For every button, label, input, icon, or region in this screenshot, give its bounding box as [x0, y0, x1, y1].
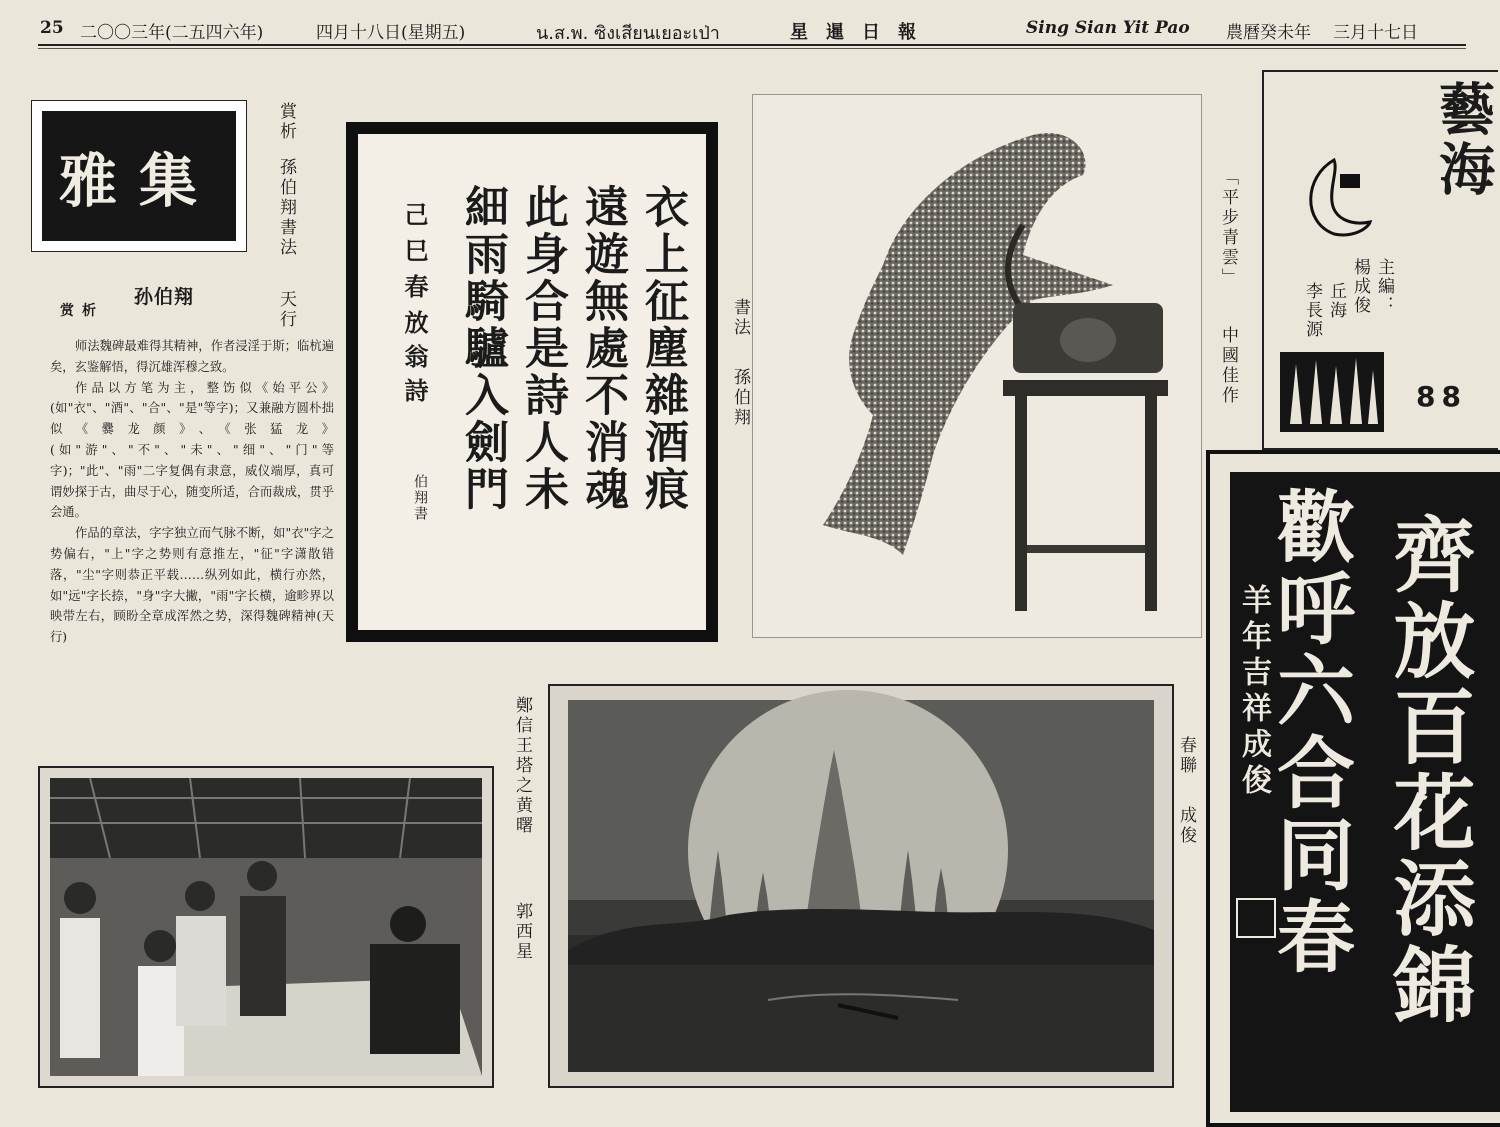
calligraphy-poem-line: 遠遊無處不消魂: [577, 184, 628, 513]
couplet-line-one: 齊放百花添錦: [1380, 512, 1476, 1028]
bonsai-illustration: [753, 95, 1201, 637]
couplet-caption-artist: 成俊: [1176, 806, 1196, 846]
article-paragraph: 作品以方笔为主，整饬似《始平公》(如"衣"、"酒"、"合"、"是"等字)；又兼融方圆朴拙似《爨龙颜》、《张猛龙》(如"游"、"不"、"未"、"细"、"门"等字)；"此"、"雨"二字复偶有隶意，威仪端厚，真可谓妙探于古，曲尽于心，随变所适，合而裁成，贯乎会通。: [50, 380, 334, 520]
bonsai-caption-source: 中國佳作: [1218, 326, 1238, 406]
page-number: 25: [40, 18, 64, 38]
calligraphy-sheet: [358, 134, 706, 630]
thai-title: น.ส.พ. ซิงเสียนเยอะเป่า: [536, 23, 720, 44]
bonsai-caption-title: 「平步青雲」: [1218, 168, 1238, 288]
calligraphy-poem-line: 細雨騎驢入劍門: [457, 184, 508, 513]
calligraphy-inscription-date: 己巳春: [400, 202, 429, 310]
couplet-inscription: 羊年吉祥成俊: [1236, 584, 1271, 800]
gregorian-date: 二〇〇三年(二五四六年): [80, 23, 264, 43]
calligraphy-signature: 伯翔書: [412, 474, 428, 522]
column-header-title: 集雅: [58, 147, 219, 215]
column-logo-title: 藝海: [1430, 80, 1496, 200]
article-paragraph: 师法魏碑最难得其精神，作者浸淫于斯；临杭遍矣，玄鉴解悟，得沉雄浑穆之致。: [50, 339, 334, 374]
calligraphy-poem-line: 衣上征塵雜酒痕: [637, 184, 688, 513]
couplet-frame: [1206, 450, 1500, 1127]
couplet-line-two: 歡呼六合同春: [1264, 486, 1355, 978]
weekday: 四月十八日(星期五): [316, 23, 466, 43]
calligraphy-poem-line: 此身合是詩人未: [517, 184, 568, 513]
calligraphy-caption-genre: 書法: [730, 298, 750, 338]
calligraphy-caption-artist: 孫伯翔: [730, 368, 750, 428]
masthead-rule-thin: [38, 48, 1466, 49]
article-label-subject: 孫伯翔書法: [276, 158, 296, 258]
calligraphy-frame: [346, 122, 718, 642]
chinese-title: 星 暹 日 報: [790, 22, 916, 43]
masthead: [0, 14, 1500, 46]
column-logo-emblem-icon: [1294, 152, 1374, 242]
calligraphy-inscription-source: 放翁詩: [400, 310, 429, 412]
painting-frame: [548, 684, 1174, 1088]
couplet-block: [1230, 472, 1500, 1112]
roman-title: Sing Sian Yit Pao: [1026, 18, 1190, 38]
article-paragraph: 作品的章法，字字独立而气脉不断，如"衣"字之势偏右，"上"字之势则有意推左，"征"字潇散错落，"尘"字则恭正平载……纵列如此，横行亦然，如"远"字长捺，"身"字大撇，"雨"字长横，逾畛界以映带左右，顾盼全章成浑然之势，深得魏碑精神(天 行): [50, 526, 334, 645]
couplet-caption-label: 春聯: [1176, 736, 1196, 776]
lunar-date: 三月十七日: [1333, 23, 1418, 43]
column-logo-brushes-icon: [1280, 352, 1384, 432]
event-photo-frame: [38, 766, 494, 1088]
masthead-rule: [38, 44, 1466, 46]
painting-illustration: [568, 700, 1154, 1072]
byline-label: 赏析: [60, 303, 104, 319]
column-header-frame: [31, 100, 247, 252]
article-label-appreciation: 賞析: [276, 102, 296, 142]
lunar-year: 農曆癸未年: [1226, 23, 1311, 43]
column-logo-box: [1262, 70, 1498, 450]
article-label-author: 天行: [276, 290, 296, 330]
event-photo: [50, 778, 482, 1076]
column-logo-editor-label: 主編：: [1374, 258, 1394, 315]
painting-caption-title: 鄭信王塔之黄曙: [512, 696, 532, 836]
article-body: [50, 336, 334, 645]
column-logo-issue: 88: [1416, 380, 1467, 413]
bonsai-photo: [752, 94, 1202, 638]
column-logo-editor: 楊成俊: [1350, 258, 1370, 315]
byline-name: 孙伯翔: [134, 286, 195, 308]
column-logo-editor: 李長源: [1302, 282, 1322, 339]
painting-caption-artist: 郭西星: [512, 902, 532, 962]
column-logo-editor: 丘海: [1326, 282, 1346, 320]
column-header-block: [42, 111, 236, 241]
couplet-seal-icon: [1236, 898, 1276, 938]
